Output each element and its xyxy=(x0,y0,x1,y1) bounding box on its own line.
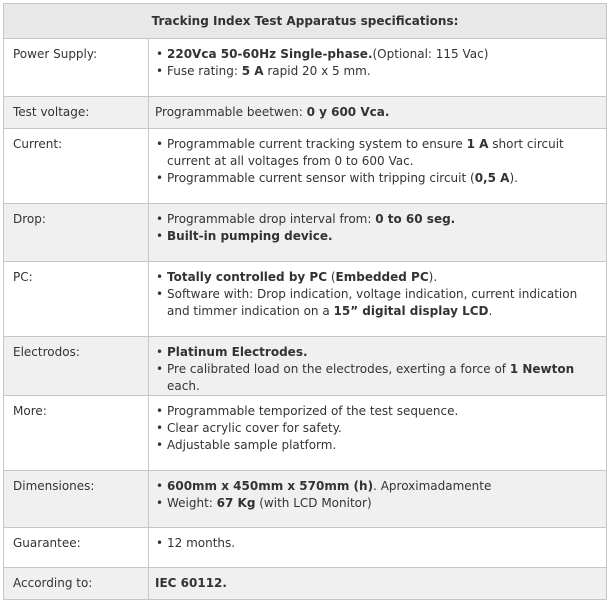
spec-row xyxy=(4,204,607,262)
spec-item-bold-text: Built-in pumping device. xyxy=(167,229,333,243)
spec-bullet-list xyxy=(155,478,602,512)
spec-item-bold-text: 0 to 60 seg. xyxy=(375,212,456,226)
spec-label: According to: xyxy=(13,576,93,590)
spec-bullet-item: • Fuse rating: 5 A rapid 20 x 5 mm. xyxy=(155,63,602,80)
spec-item-bold-text: 67 Kg xyxy=(216,496,256,510)
spec-bullet-item: • Software with: Drop indication, voltage indication, current indication and timmer indication on a 15” digital display LCD. xyxy=(155,286,602,320)
table-header-row xyxy=(4,4,607,39)
spec-bullet-list xyxy=(155,344,602,395)
spec-value-cell xyxy=(149,568,607,600)
spec-bullet-item: • Pre calibrated load on the electrodes, exerting a force of 1 Newton each. xyxy=(155,361,602,395)
spec-bullet-list xyxy=(155,211,602,245)
spec-value-cell xyxy=(149,97,607,129)
spec-label: Electrodos: xyxy=(13,345,80,359)
spec-value-bold-text: 0 y 600 Vca. xyxy=(306,105,390,119)
spec-label: Test voltage: xyxy=(13,105,90,119)
spec-bullet-item: • Weight: 67 Kg (with LCD Monitor) xyxy=(155,495,602,512)
spec-value-cell xyxy=(149,129,607,204)
spec-item-bold-text: 0,5 A xyxy=(474,171,510,185)
spec-value xyxy=(149,204,606,245)
spec-item-bold-text: 220Vca 50-60Hz Single-phase. xyxy=(167,47,373,61)
spec-value-cell xyxy=(149,396,607,471)
spec-value: Programmable beetwen: 0 y 600 Vca. xyxy=(155,105,390,119)
spec-bullet-item: • 600mm x 450mm x 570mm (h). Aproximadamente xyxy=(155,478,602,495)
spec-bullet-item: • Adjustable sample platform. xyxy=(155,437,602,454)
spec-value xyxy=(149,528,606,552)
spec-item-bold-text: 1 A xyxy=(466,137,489,151)
spec-label-cell xyxy=(4,471,149,528)
spec-label: Guarantee: xyxy=(13,536,81,550)
spec-value xyxy=(149,129,606,187)
spec-value-cell xyxy=(149,39,607,97)
spec-value-cell xyxy=(149,262,607,337)
spec-value xyxy=(149,262,606,320)
spec-label-cell xyxy=(4,396,149,471)
spec-item-bold-text: 600mm x 450mm x 570mm (h) xyxy=(167,479,374,493)
spec-label: More: xyxy=(13,404,47,418)
spec-value-cell xyxy=(149,471,607,528)
spec-bullet-item: • Programmable current sensor with tripping circuit (0,5 A). xyxy=(155,170,602,187)
spec-row xyxy=(4,396,607,471)
spec-bullet-item: • 220Vca 50-60Hz Single-phase.(Optional: 115 Vac) xyxy=(155,46,602,63)
spec-value xyxy=(149,568,606,592)
spec-bullet-list xyxy=(155,535,602,552)
spec-bullet-list xyxy=(155,136,602,187)
spec-label-cell xyxy=(4,129,149,204)
spec-item-bold-text: 5 A xyxy=(241,64,264,78)
spec-item-bold-text: 15” digital display LCD xyxy=(333,304,489,318)
spec-bullet-item: • Clear acrylic cover for safety. xyxy=(155,420,602,437)
spec-bullet-list xyxy=(155,403,602,454)
spec-bullet-item: • Programmable drop interval from: 0 to 60 seg. xyxy=(155,211,602,228)
spec-label: Power Supply: xyxy=(13,47,98,61)
spec-label: Dimensiones: xyxy=(13,479,95,493)
spec-value xyxy=(149,39,606,80)
spec-body xyxy=(4,39,607,600)
spec-label-cell xyxy=(4,568,149,600)
table-title: Tracking Index Test Apparatus specifications: xyxy=(4,4,607,39)
spec-bullet-item: • Programmable temporized of the test sequence. xyxy=(155,403,602,420)
spec-bullet-item: • Totally controlled by PC (Embedded PC). xyxy=(155,269,602,286)
spec-bullet-list xyxy=(155,46,602,80)
spec-row xyxy=(4,568,607,600)
spec-item-bold-text: Platinum Electrodes. xyxy=(167,345,308,359)
spec-row xyxy=(4,528,607,568)
spec-label-cell xyxy=(4,528,149,568)
spec-row xyxy=(4,39,607,97)
spec-bullet-list xyxy=(155,269,602,320)
spec-item-bold-text: 1 Newton xyxy=(509,362,575,376)
spec-label: Current: xyxy=(13,137,63,151)
spec-label-cell xyxy=(4,97,149,129)
spec-value-cell xyxy=(149,204,607,262)
spec-label-cell xyxy=(4,262,149,337)
spec-table xyxy=(3,3,607,600)
spec-row xyxy=(4,471,607,528)
spec-label: Drop: xyxy=(13,212,46,226)
spec-item-bold-text: Totally controlled by PC xyxy=(167,270,328,284)
spec-label: PC: xyxy=(13,270,33,284)
spec-bullet-item xyxy=(155,344,602,361)
spec-value xyxy=(149,471,606,512)
spec-bullet-item: • 12 months. xyxy=(155,535,602,552)
spec-value xyxy=(149,396,606,454)
spec-row xyxy=(4,337,607,396)
spec-value-bold-text: IEC 60112. xyxy=(155,576,227,590)
spec-row xyxy=(4,97,607,129)
spec-bullet-item: • Programmable current tracking system to ensure 1 A short circuit current at all voltages from 0 to 600 Vac. xyxy=(155,136,602,170)
spec-label-cell xyxy=(4,39,149,97)
spec-row xyxy=(4,262,607,337)
spec-bullet-item xyxy=(155,228,602,245)
spec-row xyxy=(4,129,607,204)
spec-value-cell xyxy=(149,528,607,568)
spec-value xyxy=(149,337,606,395)
spec-label-cell xyxy=(4,204,149,262)
spec-value-cell xyxy=(149,337,607,396)
spec-label-cell xyxy=(4,337,149,396)
spec-item-bold-text: Embedded PC xyxy=(335,270,429,284)
